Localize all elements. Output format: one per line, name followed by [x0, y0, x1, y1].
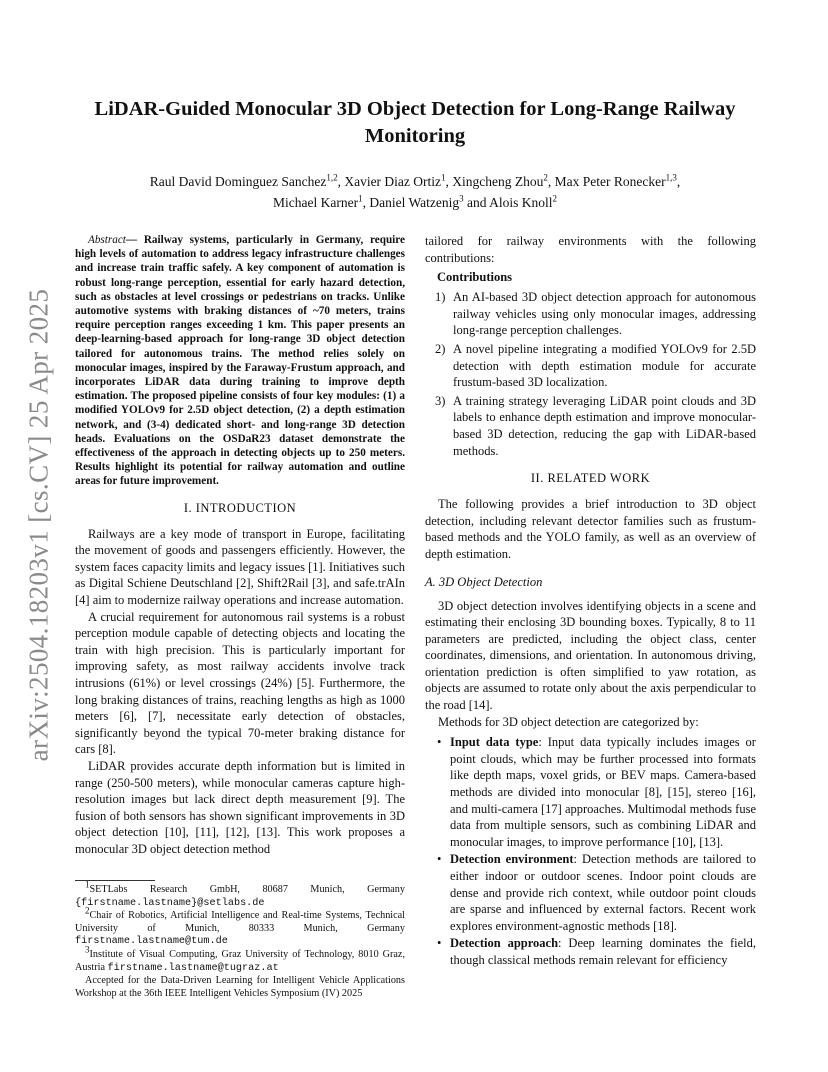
intro-paragraph: A crucial requirement for autonomous rail systems is a robust perception module capable of detecting objects and locating the train with high precision. This is particularly important for improving safety, as most railway accidents involve track intrusions (61%) or level crossings (24%) [5]. Furthermore, the long braking distances of trains, reaching lengths as high as 1000 meters [6], [7], necessitate early detection of obstacles, significantly beyond the typical 70-meter braking distance for cars [8].: [75, 609, 405, 757]
categories-list: [425, 734, 756, 968]
intro-continued: tailored for railway environments with the following contributions:: [425, 234, 756, 265]
list-item: • Detection environment: Detection methods are tailored to either indoor or outdoor scenes. Indoor point clouds are dense and provide rich context, while outdoor point clouds are sparse and influenced by external factors. Recent work explores environment-agnostic methods [18].: [437, 852, 756, 933]
footnote-3: $^3$Institute of Visual Computing, Graz University of Technology, 8010 Graz, Austria firstname.lastname@tugraz.at: [75, 944, 405, 974]
acceptance-note: Accepted for the Data-Driven Learning for Intelligent Vehicle Applications Workshop at the 36th IEEE Intelligent Vehicles Symposium (IV) 2025: [75, 975, 405, 999]
author: Daniel Watzenig$^3$: [369, 193, 464, 210]
list-item: 2) A novel pipeline integrating a modified YOLOv9 for 2.5D detection with depth estimation module for accurate frustum-based 3D localization.: [435, 341, 756, 390]
author: Raul David Dominguez Sanchez$^{1,2}$: [149, 172, 338, 189]
author: Xingcheng Zhou$^2$: [452, 172, 548, 189]
right-column: [425, 233, 756, 970]
subsection-heading-3d-object-detection: A. 3D Object Detection: [425, 574, 543, 589]
list-item: • Detection approach: Deep learning dominates the field, though classical methods remain relevant for efficiency: [437, 936, 756, 967]
related-intro-paragraph: The following provides a brief introduction to 3D object detection, including relevant detector families such as frustum-based methods and the YOLO family, as well as an overview of depth estimation.: [425, 497, 756, 561]
intro-paragraph: LiDAR provides accurate depth information but is limited in range (250-500 meters), while monocular cameras capture high-resolution images but lack direct depth measurement [9]. The fusion of both sensors has shown significant improvements in 3D object detection [10], [11], [12], [13]. This work proposes a monocular 3D object detection method: [75, 758, 405, 856]
contributions-heading: Contributions: [437, 270, 513, 285]
section-heading-introduction: I. INTRODUCTION: [183, 500, 297, 515]
author-list: Raul David Dominguez Sanchez$^{1,2}$, Xavier Diaz Ortiz$^1$, Xingcheng Zhou$^2$, Max Peter Ronecker$^{1,3}$, Michael Karner$^1$, Daniel Watzenig$^3$ and Alois Knoll$^2$: [149, 172, 681, 210]
author: Alois Knoll$^2$: [489, 193, 557, 210]
list-item: 1) An AI-based 3D object detection approach for autonomous railway vehicles using only monocular images, addressing long-range perception challenges.: [435, 290, 756, 338]
author: Max Peter Ronecker$^{1,3}$: [554, 172, 677, 189]
left-column: [75, 233, 405, 858]
footnote-2: $^2$Chair of Robotics, Artificial Intelligence and Real-time Systems, Technical University of Munich, 80333 Munich, Germany firstname.lastname@tum.de: [75, 905, 405, 948]
arxiv-watermark: arXiv:2504.18203v1 [cs.CV] 25 Apr 2025: [23, 288, 54, 762]
section-heading-related-work: II. RELATED WORK: [530, 471, 651, 486]
list-item: • Input data type: Input data typically includes images or point clouds, which may be further processed into formats like depth maps, voxel grids, or BEV maps. Camera-based methods are divided into monocular [8], [15], stereo [16], and multi-camera [17] approaches. Multimodal methods fuse data from multiple sensors, such as combining LiDAR and monocular images, to improve performance [10], [13].: [437, 735, 756, 849]
footnote-1: $^1$SETLabs Research GmbH, 80687 Munich, Germany {firstname.lastname}@setlabs.de: [75, 879, 405, 909]
abstract: Abstract— Railway systems, particularly in Germany, require high levels of automation to address legacy infrastructure challenges and increase train traffic safely. A key component of automation is robust long-range perception, essential for early hazard detection, such as obstacles at level crossings or pedestrians on tracks. Unlike automotive systems with braking distances of ~70 meters, trains require perception ranges exceeding 1 km. This paper presents an deep-learning-based approach for long-range 3D object detection tailored for autonomous trains. The method relies solely on monocular images, inspired by the Faraway-Frustum approach, and incorporates LiDAR data during training to improve depth estimation. The proposed pipeline consists of four key modules: (1) a modified YOLOv9 for 2.5D object detection, (2) a depth estimation network, and (3-4) dedicated short- and long-range 3D detection heads. Evaluations on the OSDaR23 dataset demonstrate the effectiveness of the approach in detecting objects up to 250 meters. Results highlight its potential for railway automation and outline areas for future improvement.: [75, 234, 405, 488]
footnotes: [75, 880, 405, 1000]
author: Xavier Diaz Ortiz$^1$: [344, 172, 446, 189]
contributions-list: [425, 289, 756, 459]
list-item: 3) A training strategy leveraging LiDAR point clouds and 3D labels to enhance depth estimation and improve monocular-based 3D detection, reducing the gap with LiDAR-based methods.: [435, 393, 756, 458]
body-paragraph: 3D object detection involves identifying objects in a scene and estimating their enclosing 3D bounding boxes. Typically, 8 to 11 parameters are predicted, including the object class, center coordinates, dimensions, and orientation. In autonomous driving, orientation prediction is often simplified to yaw rotation, as objects are assumed to rotate only about the axis perpendicular to the road [14].: [425, 598, 756, 713]
intro-paragraph: Railways are a key mode of transport in Europe, facilitating the movement of goods and passengers efficiently. However, the system faces capacity limits and legacy issues [1]. Initiatives such as Digital Schiene Deutschland [2], Shift2Rail [3], and safe.trAIn [4] aim to modernize railway operations and increase automation.: [75, 526, 405, 608]
body-paragraph: Methods for 3D object detection are categorized by:: [438, 714, 699, 729]
paper-title: LiDAR-Guided Monocular 3D Object Detection for Long-Range Railway Monitoring: [94, 98, 736, 147]
author: Michael Karner$^1$: [273, 193, 363, 210]
